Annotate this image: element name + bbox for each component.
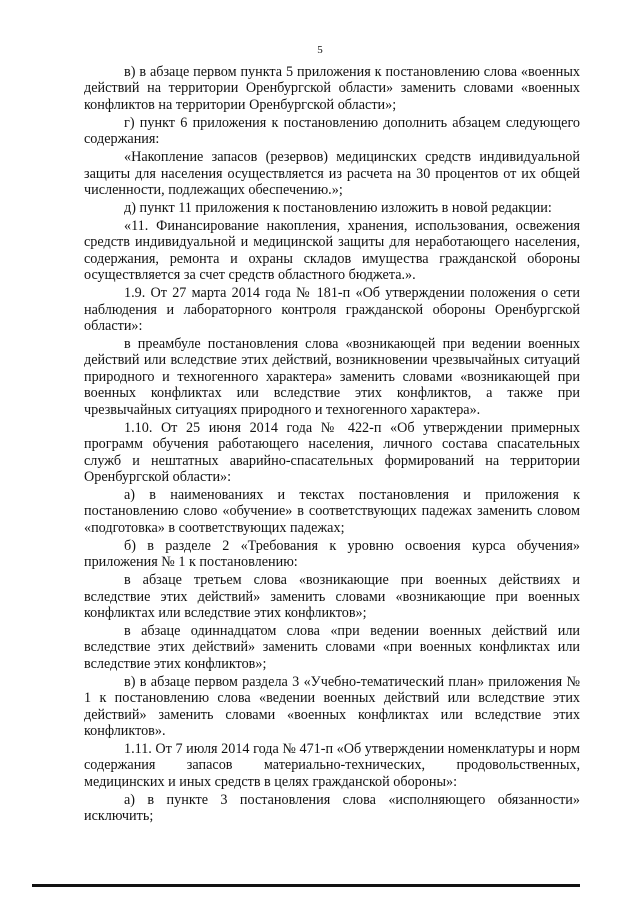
paragraph: а) в наименованиях и текстах постановления и приложения к постановлению слово «обучение» в соответствующих падежах заменить словом «подготовка» в соответствующих падежах; [84,486,580,536]
paragraph: г) пункт 6 приложения к постановлению дополнить абзацем следующего содержания: [84,114,580,148]
paragraph: а) в пункте 3 постановления слова «исполняющего обязанности» исключить; [84,791,580,825]
paragraph: 1.11. От 7 июля 2014 года № 471-п «Об утверждении номенклатуры и норм содержания запасов материально-технических, продовольственных, медицинских и иных средств в целях гражданской обороны»: [84,740,580,790]
paragraph: в) в абзаце первом пункта 5 приложения к постановлению слова «военных действий на территории Оренбургской области» заменить словами «военных конфликтов на территории Оренбургской области»; [84,64,580,113]
paragraph: д) пункт 11 приложения к постановлению изложить в новой редакции: [124,200,552,217]
paragraph: 1.10. От 25 июня 2014 года № 422-п «Об утверждении примерных программ обучения работающего населения, личного состава спасательных служб и нештатных аварийно-спасательных формирований на территории Оренбургской области»: [84,419,580,485]
paragraph: в абзаце третьем слова «возникающие при военных действиях и вследствие этих действий» заменить словами «возникающие при военных конфликтах или вследствие этих конфликтов»; [84,572,580,621]
bottom-rule [32,884,580,887]
paragraph: «Накопление запасов (резервов) медицинских средств индивидуальной защиты для населения осуществляется из расчета на 30 процентов от их общей численности, подлежащих обеспечению.»; [84,149,580,199]
paragraph: в) в абзаце первом раздела 3 «Учебно-тематический план» приложения № 1 к постановлению слова «ведении военных действий или вследствие этих действий» заменить словами «военных конфликтах или вследствие этих конфликтов». [84,673,580,739]
document-body [84,64,580,826]
paragraph: б) в разделе 2 «Требования к уровню освоения курса обучения» приложения № 1 к постановлению: [84,537,580,571]
paragraph: 1.9. От 27 марта 2014 года № 181-п «Об утверждении положения о сети наблюдения и лабораторного контроля гражданской обороны Оренбургской области»: [84,285,580,335]
page-number: 5 [317,44,323,56]
paragraph: в абзаце одиннадцатом слова «при ведении военных действий или вследствие этих действий» заменить словами «при военных конфликтах или вследствие этих конфликтов»; [84,622,580,672]
paragraph: «11. Финансирование накопления, хранения, использования, освежения средств индивидуальной и медицинской защиты для неработающего населения, содержания, ремонта и охраны складов имущества гражданской обороны осуществляется за счет средств областного бюджета.». [84,218,580,284]
paragraph: в преамбуле постановления слова «возникающей при ведении военных действий или вследствие этих действий, возникновении чрезвычайных ситуаций природного и техногенного характера» заменить словами «возникающей при военных конфликтах или вследствие этих конфликтов, а также при чрезвычайных ситуациях природного и техногенного характера». [84,336,580,418]
